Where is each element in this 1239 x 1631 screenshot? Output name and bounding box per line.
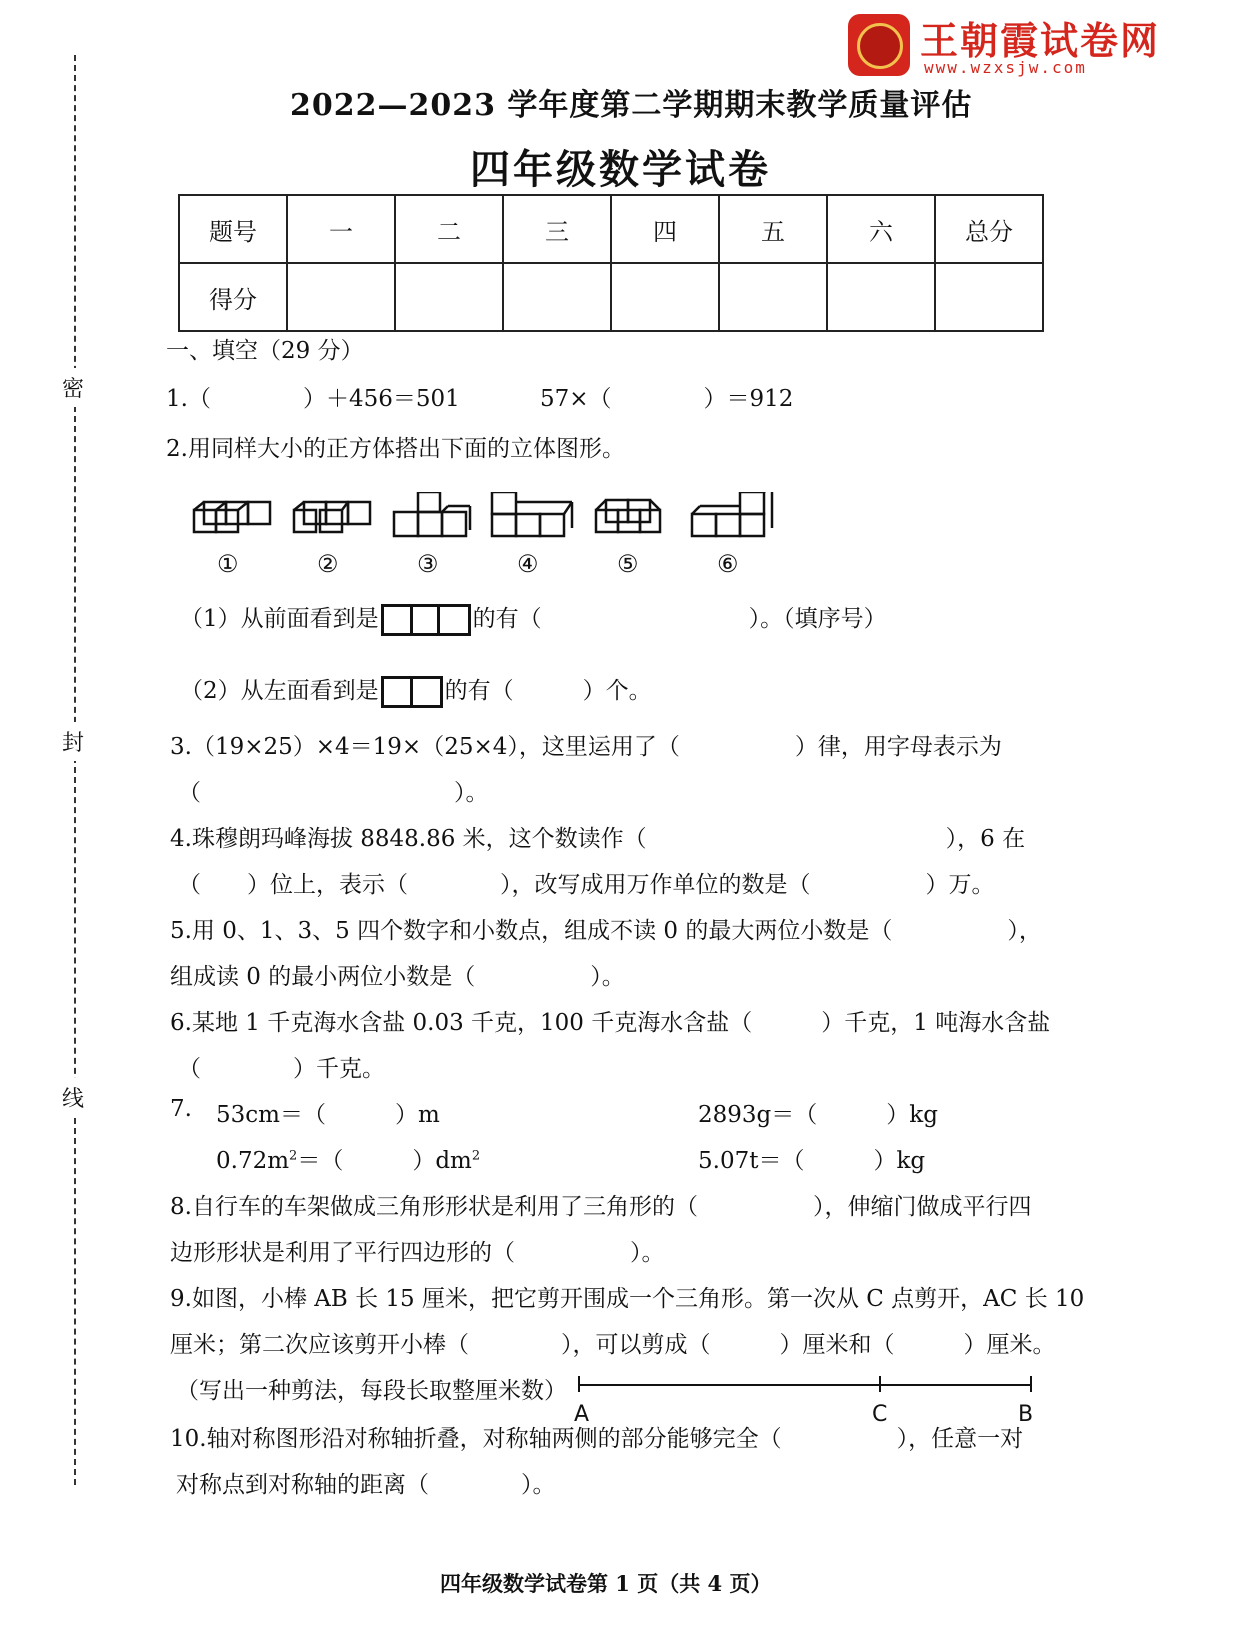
cube-figure-1 <box>190 492 274 542</box>
score-header-cell: 五 <box>719 195 827 263</box>
q9-line-2: 厘米；第二次应该剪开小棒（ ），可以剪成（ ）厘米和（ ）厘米。 <box>170 1332 1056 1358</box>
cube-figure-3 <box>390 492 474 542</box>
q2-part-1 <box>180 600 887 636</box>
q7-part-c <box>216 1142 480 1175</box>
score-blank-cell[interactable] <box>611 263 719 331</box>
score-header-cell: 三 <box>503 195 611 263</box>
score-table-score-row <box>179 263 1043 331</box>
score-blank-cell[interactable] <box>503 263 611 331</box>
point-b-label: B <box>1018 1402 1034 1427</box>
binding-mark-feng: 封 <box>62 722 84 761</box>
front-view-three-squares-icon <box>381 604 471 636</box>
figure-number: ⑤ <box>617 550 639 578</box>
q7-number: 7. <box>170 1096 192 1122</box>
point-b-tick <box>1030 1376 1032 1392</box>
cube-figure-2 <box>290 492 374 542</box>
score-header-cell: 总分 <box>935 195 1043 263</box>
logo-name: 王朝霞试卷网 <box>920 19 1161 63</box>
point-c-tick <box>879 1376 881 1392</box>
score-blank-cell[interactable] <box>287 263 395 331</box>
figure-number: ④ <box>517 550 539 578</box>
q7-c-sup2: 2 <box>471 1148 481 1164</box>
q9-line-3: （写出一种剪法，每段长取整厘米数） <box>176 1378 567 1404</box>
score-blank-cell[interactable] <box>827 263 935 331</box>
point-a-tick <box>578 1376 580 1392</box>
q1-part-a: 1.（ ）＋456＝501 <box>166 386 460 412</box>
score-header-cell: 一 <box>287 195 395 263</box>
q4-line-1: 4.珠穆朗玛峰海拔 8848.86 米，这个数读作（ ），6 在 <box>170 826 1026 852</box>
q4-line-2: （ ）位上，表示（ ），改写成用万作单位的数是（ ）万。 <box>178 872 995 898</box>
q10-line-1: 10.轴对称图形沿对称轴折叠，对称轴两侧的部分能够完全（ ），任意一对 <box>170 1426 1024 1452</box>
figure-number: ⑥ <box>717 550 739 578</box>
cube-figure-4 <box>490 492 574 542</box>
figure-number: ③ <box>417 550 439 578</box>
q7-c-sup: 2 <box>289 1148 298 1164</box>
q9-line-1: 9.如图，小棒 AB 长 15 厘米，把它剪开围成一个三角形。第一次从 C 点剪开，AC 长 10 <box>170 1286 1085 1312</box>
exam-subtitle: 四年级数学试卷 <box>470 146 771 193</box>
q5-line-1: 5.用 0、1、3、5 四个数字和小数点，组成不读 0 的最大两位小数是（ ）， <box>170 918 1042 944</box>
section-title: 一、填空（29 分） <box>166 338 364 364</box>
q7-part-b: 2893g＝（ ）kg <box>698 1102 938 1128</box>
figure-number: ② <box>317 550 339 578</box>
q3-line-1: 3.（19×25）×4＝19×（25×4），这里运用了（ ）律，用字母表示为 <box>170 734 1002 760</box>
score-blank-cell[interactable] <box>935 263 1043 331</box>
logo-url: www.wzxsjw.com <box>924 58 1087 77</box>
binding-mark-xian: 线 <box>62 1078 84 1117</box>
q8-line-2: 边形形状是利用了平行四边形的（ ）。 <box>170 1240 665 1266</box>
left-view-two-squares-icon <box>381 676 443 708</box>
score-blank-cell[interactable] <box>719 263 827 331</box>
q2-p1-suffix: 的有（ ）。（填序号） <box>472 606 887 632</box>
q2-p1-prefix: （1）从前面看到是 <box>180 606 379 632</box>
q1-part-b: 57×（ ）＝912 <box>540 386 794 412</box>
score-header-cell: 四 <box>611 195 719 263</box>
score-header-cell: 二 <box>395 195 503 263</box>
site-logo <box>848 10 1168 80</box>
logo-badge-icon <box>848 14 910 76</box>
point-c-label: C <box>872 1402 888 1427</box>
q7-c-mid: ＝（ ）dm <box>297 1148 472 1174</box>
q7-part-d: 5.07t＝（ ）kg <box>698 1148 926 1174</box>
binding-mark-mi: 密 <box>62 368 84 407</box>
q10-line-2: 对称点到对称轴的距离（ ）。 <box>176 1472 556 1498</box>
cube-figure-5 <box>592 492 676 542</box>
stick-ab-line <box>578 1384 1030 1386</box>
q8-line-1: 8.自行车的车架做成三角形形状是利用了三角形的（ ），伸缩门做成平行四 <box>170 1194 1032 1220</box>
page-footer: 四年级数学试卷第 1 页（共 4 页） <box>440 1571 772 1596</box>
q5-line-2: 组成读 0 的最小两位小数是（ ）。 <box>170 964 625 990</box>
score-table-header-row <box>179 195 1043 263</box>
q7-part-a: 53cm＝（ ）m <box>216 1102 440 1128</box>
q6-line-1: 6.某地 1 千克海水含盐 0.03 千克，100 千克海水含盐（ ）千克，1 吨海水含盐 <box>170 1010 1051 1036</box>
score-blank-cell[interactable] <box>395 263 503 331</box>
figure-number: ① <box>217 550 239 578</box>
q7-c-text: 0.72m <box>216 1148 290 1174</box>
q2-p2-suffix: 的有（ ）个。 <box>444 678 652 704</box>
score-header-cell: 题号 <box>179 195 287 263</box>
q6-line-2: （ ）千克。 <box>178 1056 385 1082</box>
q2-part-2 <box>180 672 652 708</box>
score-header-cell: 六 <box>827 195 935 263</box>
q3-line-2: （ ）。 <box>178 780 489 806</box>
q2-p2-prefix: （2）从左面看到是 <box>180 678 379 704</box>
binding-dashed-line <box>74 55 76 1485</box>
point-a-label: A <box>574 1402 590 1427</box>
score-table <box>178 194 1044 332</box>
score-row-label: 得分 <box>179 263 287 331</box>
exam-title: 2022—2023 学年度第二学期期末教学质量评估 <box>290 88 973 123</box>
q2-stem: 2.用同样大小的正方体搭出下面的立体图形。 <box>166 436 625 462</box>
cube-figure-6 <box>688 492 778 542</box>
